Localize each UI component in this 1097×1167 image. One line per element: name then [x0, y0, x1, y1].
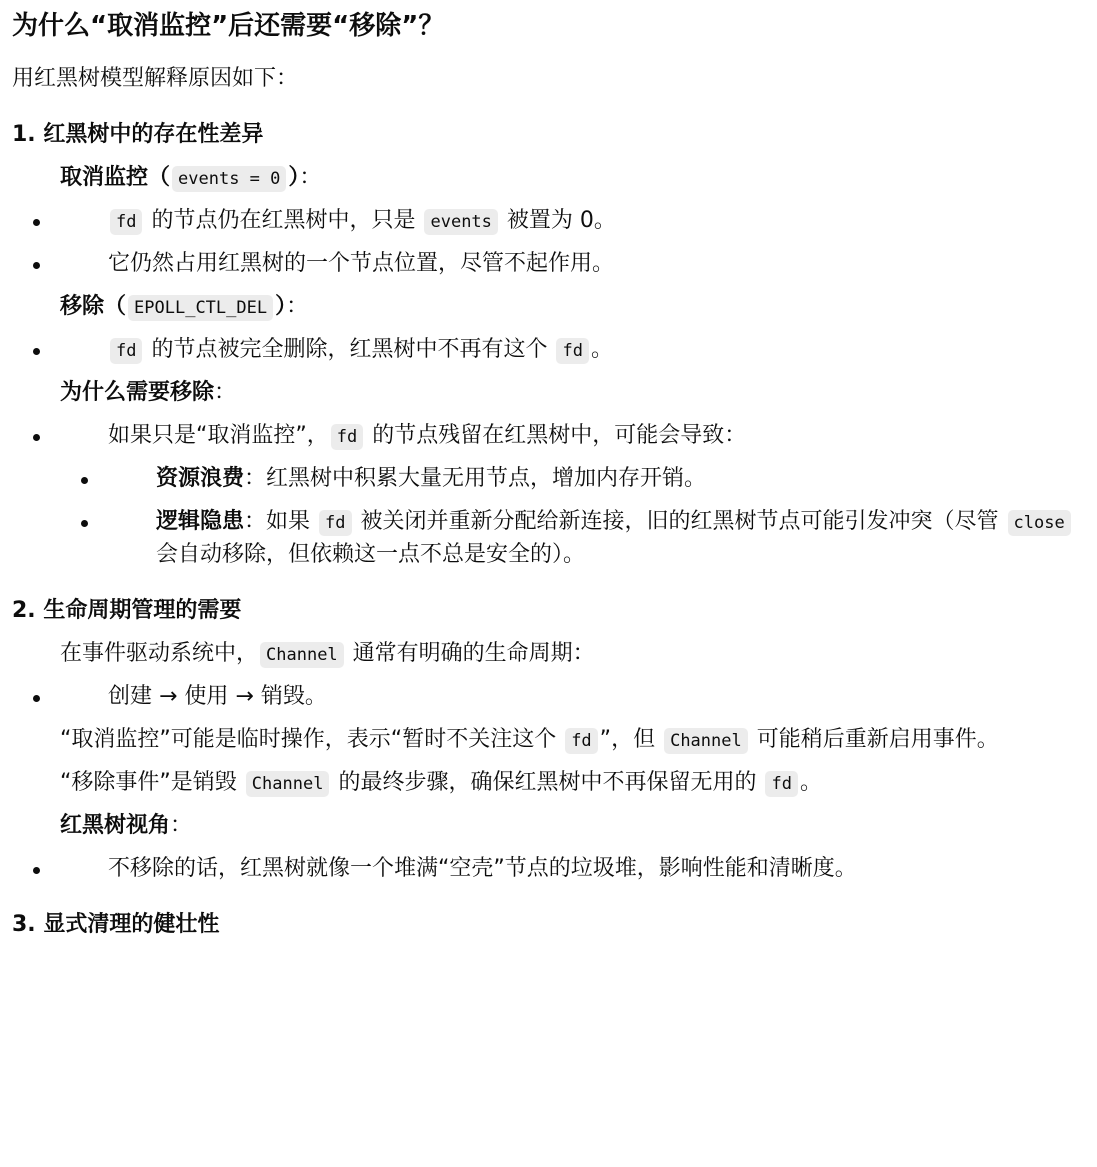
inline-code: fd [565, 728, 597, 754]
list-item: 取消监控（ events = 0 ）： fd 的节点仍在红黑树中，只是 events 被置为 0。 它仍然占用红黑树的一个节点位置，尽管不起作用。 [12, 161, 1085, 280]
inline-code: close [1008, 510, 1071, 536]
list-item: “移除事件”是销毁 Channel 的最终步骤，确保红黑树中不再保留无用的 fd 。 [12, 766, 1085, 799]
section-1-list [12, 161, 1085, 571]
inline-code: EPOLL_CTL_DEL [128, 295, 273, 321]
section-3-heading: 3. 显式清理的健壮性 [12, 912, 220, 938]
section-1-heading: 1. 红黑树中的存在性差异 [12, 122, 264, 148]
inline-code: Channel [246, 771, 330, 797]
list-item: fd 的节点被完全删除，红黑树中不再有这个 fd 。 [60, 333, 1085, 366]
list-item: 资源浪费：红黑树中积累大量无用节点，增加内存开销。 [108, 462, 1085, 495]
inline-code: fd [110, 338, 142, 364]
list-item: 创建 → 使用 → 销毁。 [60, 680, 1085, 713]
list-item: 红黑树视角： 不移除的话，红黑树就像一个堆满“空壳”节点的垃圾堆，影响性能和清晰度。 [12, 809, 1085, 885]
page-title: 为什么“取消监控”后还需要“移除”？ [12, 11, 445, 41]
inline-code: fd [765, 771, 797, 797]
list-item: 如果只是“取消监控”， fd 的节点残留在红黑树中，可能会导致： 资源浪费：红黑树中积累大量无用节点，增加内存开销。 逻辑隐患：如果 fd 被关闭并重新分配给新连接，旧的红黑树节点可能引发冲突（尽管 close 会自动移除，但依赖这一点不总是安全的）。 [60, 419, 1085, 571]
inline-code: fd [319, 510, 351, 536]
list-item: 在事件驱动系统中， Channel 通常有明确的生命周期： 创建 → 使用 → 销毁。 [12, 637, 1085, 713]
list-item: 不移除的话，红黑树就像一个堆满“空壳”节点的垃圾堆，影响性能和清晰度。 [60, 852, 1085, 885]
list-item: 它仍然占用红黑树的一个节点位置，尽管不起作用。 [60, 247, 1085, 280]
inline-code: Channel [260, 642, 344, 668]
list-item: 移除（ EPOLL_CTL_DEL ）： fd 的节点被完全删除，红黑树中不再有这个 fd 。 [12, 290, 1085, 366]
list-item: “取消监控”可能是临时操作，表示“暂时不关注这个 fd ”，但 Channel 可能稍后重新启用事件。 [12, 723, 1085, 756]
inline-code: events [424, 209, 497, 235]
list-item: 为什么需要移除： 如果只是“取消监控”， fd 的节点残留在红黑树中，可能会导致： 资源浪费：红黑树中积累大量无用节点，增加内存开销。 逻辑隐患：如果 fd 被关闭并重新分配给新连接，旧的红黑树节点可能引发冲突（尽管 close 会自动移除，但依赖这一点不总是安全的）。 [12, 376, 1085, 571]
inline-code: events = 0 [172, 166, 286, 192]
section-2-list [12, 637, 1085, 885]
inline-code: fd [556, 338, 588, 364]
list-item: fd 的节点仍在红黑树中，只是 events 被置为 0。 [60, 204, 1085, 237]
section-2-heading: 2. 生命周期管理的需要 [12, 598, 242, 624]
intro-paragraph: 用红黑树模型解释原因如下： [12, 66, 299, 92]
list-item: 逻辑隐患：如果 fd 被关闭并重新分配给新连接，旧的红黑树节点可能引发冲突（尽管 close 会自动移除，但依赖这一点不总是安全的）。 [108, 505, 1085, 571]
inline-code: Channel [664, 728, 748, 754]
inline-code: fd [110, 209, 142, 235]
inline-code: fd [331, 424, 363, 450]
